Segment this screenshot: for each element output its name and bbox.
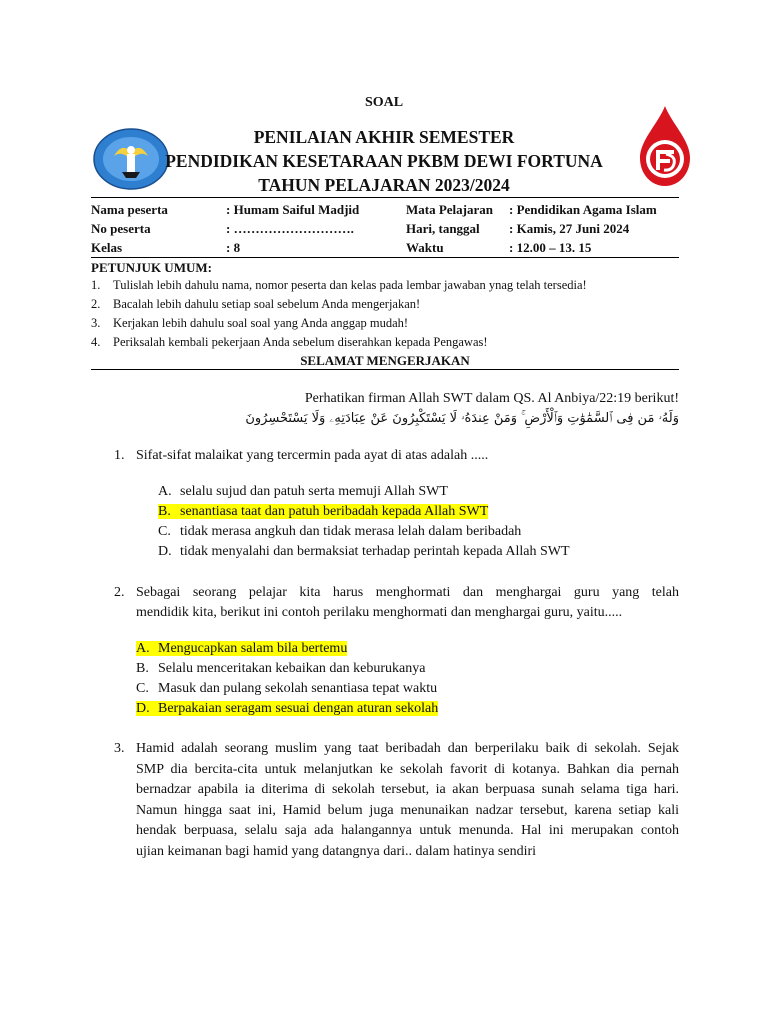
question-text-line: SMP dia bercita-cita untuk melanjutkan ke sekolah favorit di kotanya. Bahkan dia pernah (136, 761, 679, 777)
label-hari-tanggal: Hari, tanggal (406, 221, 480, 236)
closing-text: SELAMAT MENGERJAKAN (300, 353, 470, 368)
option-letter: A. (136, 641, 150, 656)
value-kelas: : 8 (226, 240, 241, 255)
instruction-number: 4. (91, 335, 101, 349)
question-text-line: ujian keimanan bagi hamid yang datangnya dari.. dalam hatinya sendiri (136, 843, 537, 859)
option-text: Masuk dan pulang sekolah senantiasa tepat waktu (158, 681, 438, 696)
question-2-options (136, 639, 438, 719)
question-1 (114, 446, 679, 466)
question-1-options (158, 482, 570, 562)
question-text-line: Hamid adalah seorang muslim yang taat beribadah dan berperilaku baik di sekolah. Sejak (136, 741, 679, 756)
info-left-values (226, 200, 359, 257)
instruction-number: 2. (91, 297, 101, 311)
option-letter: C. (158, 524, 171, 539)
instruction-number: 3. (91, 316, 101, 330)
option-c[interactable] (158, 522, 570, 542)
instruction-item (91, 333, 681, 352)
option-letter: D. (158, 544, 172, 559)
option-text: Berpakaian seragam sesuai dengan aturan sekolah (158, 701, 439, 716)
option-text: selalu sujud dan patuh serta memuji Allah SWT (180, 484, 448, 499)
label-nama-peserta: Nama peserta (91, 202, 168, 217)
question-3 (114, 739, 679, 862)
option-text: Mengucapkan salam bila bertemu (158, 641, 348, 656)
instructions-list (91, 276, 681, 352)
option-d[interactable] (158, 542, 570, 562)
instructions-heading: PETUNJUK UMUM: (91, 260, 212, 275)
option-letter: A. (158, 484, 172, 499)
question-text-line: bernadzar apabila ia diterima di sekolah tersebut, ia akan berpuasa sunah selama tiga hari. (136, 782, 679, 797)
title-line-3: TAHUN PELAJARAN 2023/2024 (258, 175, 510, 195)
option-letter: C. (136, 681, 149, 696)
soal-label: SOAL (364, 95, 404, 110)
question-number: 1. (114, 448, 125, 463)
title-line-2: PENDIDIKAN KESETARAAN PKBM DEWI FORTUNA (165, 151, 603, 171)
option-d[interactable] (136, 699, 438, 719)
option-letter: D. (136, 701, 150, 716)
question-2 (114, 583, 679, 623)
value-hari-tanggal: : Kamis, 27 Juni 2024 (509, 221, 630, 236)
instruction-text: Tulislah lebih dahulu nama, nomor peserta dan kelas pada lembar jawaban ynag telah tersedia! (113, 278, 587, 292)
value-waktu: : 12.00 – 13. 15 (509, 240, 592, 255)
instruction-item (91, 295, 681, 314)
header-rule (91, 197, 679, 198)
instruction-text: Periksalah kembali pekerjaan Anda sebelum diserahkan kepada Pengawas! (113, 335, 488, 349)
option-b[interactable] (136, 659, 438, 679)
instruction-item (91, 276, 681, 295)
question-number: 3. (114, 741, 125, 756)
label-no-peserta: No peserta (91, 221, 151, 236)
option-a[interactable] (136, 639, 438, 659)
title-line-1: PENILAIAN AKHIR SEMESTER (253, 127, 515, 147)
info-right-labels (406, 200, 493, 257)
info-right-values (509, 200, 657, 257)
question-text-line: mendidik kita, berikut ini contoh perilaku menghormati dan menghargai guru, yaitu..... (136, 605, 623, 620)
option-text: senantiasa taat dan patuh beribadah kepada Allah SWT (180, 504, 489, 519)
instruction-number: 1. (91, 278, 101, 292)
option-text: tidak menyalahi dan bermaksiat terhadap perintah kepada Allah SWT (180, 544, 570, 559)
value-mata-pelajaran: : Pendidikan Agama Islam (509, 202, 657, 217)
label-kelas: Kelas (91, 240, 123, 255)
question-number: 2. (114, 585, 125, 600)
instruction-text: Kerjakan lebih dahulu soal soal yang Anda anggap mudah! (113, 316, 409, 330)
instruction-item (91, 314, 681, 333)
info-left-labels (91, 200, 168, 257)
question-text-line: Namun hingga saat ini, Hamid belum juga menunaikan nadzar tersebut, karena setiap kali (136, 802, 679, 818)
value-nama-peserta: : Humam Saiful Madjid (226, 202, 360, 217)
question-text-line: hendak berpuasa, selalu saja ada halangannya untuk menunda. Hal ini merupakan contoh (136, 823, 679, 838)
option-text: Selalu menceritakan kebaikan dan keburukanya (158, 661, 426, 676)
intro-text: Perhatikan firman Allah SWT dalam QS. Al Anbiya/22:19 berikut! (304, 391, 679, 406)
value-no-peserta: : ………………………. (226, 221, 354, 236)
question-text: Sifat-sifat malaikat yang tercermin pada ayat di atas adalah ..... (136, 448, 489, 463)
option-letter: B. (136, 661, 149, 676)
instruction-text: Bacalah lebih dahulu setiap soal sebelum Anda mengerjakan! (113, 297, 421, 311)
label-mata-pelajaran: Mata Pelajaran (406, 202, 494, 217)
option-c[interactable] (136, 679, 438, 699)
option-b[interactable] (158, 502, 570, 522)
arabic-verse: وَلَهُۥ مَن فِى ٱلسَّمَٰوَٰتِ وَٱلْأَرْضِ ۚ وَمَنْ عِندَهُۥ لَا يَسْتَكْبِرُونَ عَنْ عِبَادَتِهِۦ وَلَا يَسْتَحْسِرُونَ (245, 411, 679, 426)
instructions-rule (91, 369, 679, 370)
option-a[interactable] (158, 482, 570, 502)
option-letter: B. (158, 504, 171, 519)
option-text: tidak merasa angkuh dan tidak merasa lelah dalam beribadah (180, 524, 522, 539)
question-text-line: Sebagai seorang pelajar kita harus menghormati dan menghargai guru yang telah (136, 585, 679, 600)
label-waktu: Waktu (406, 240, 444, 255)
